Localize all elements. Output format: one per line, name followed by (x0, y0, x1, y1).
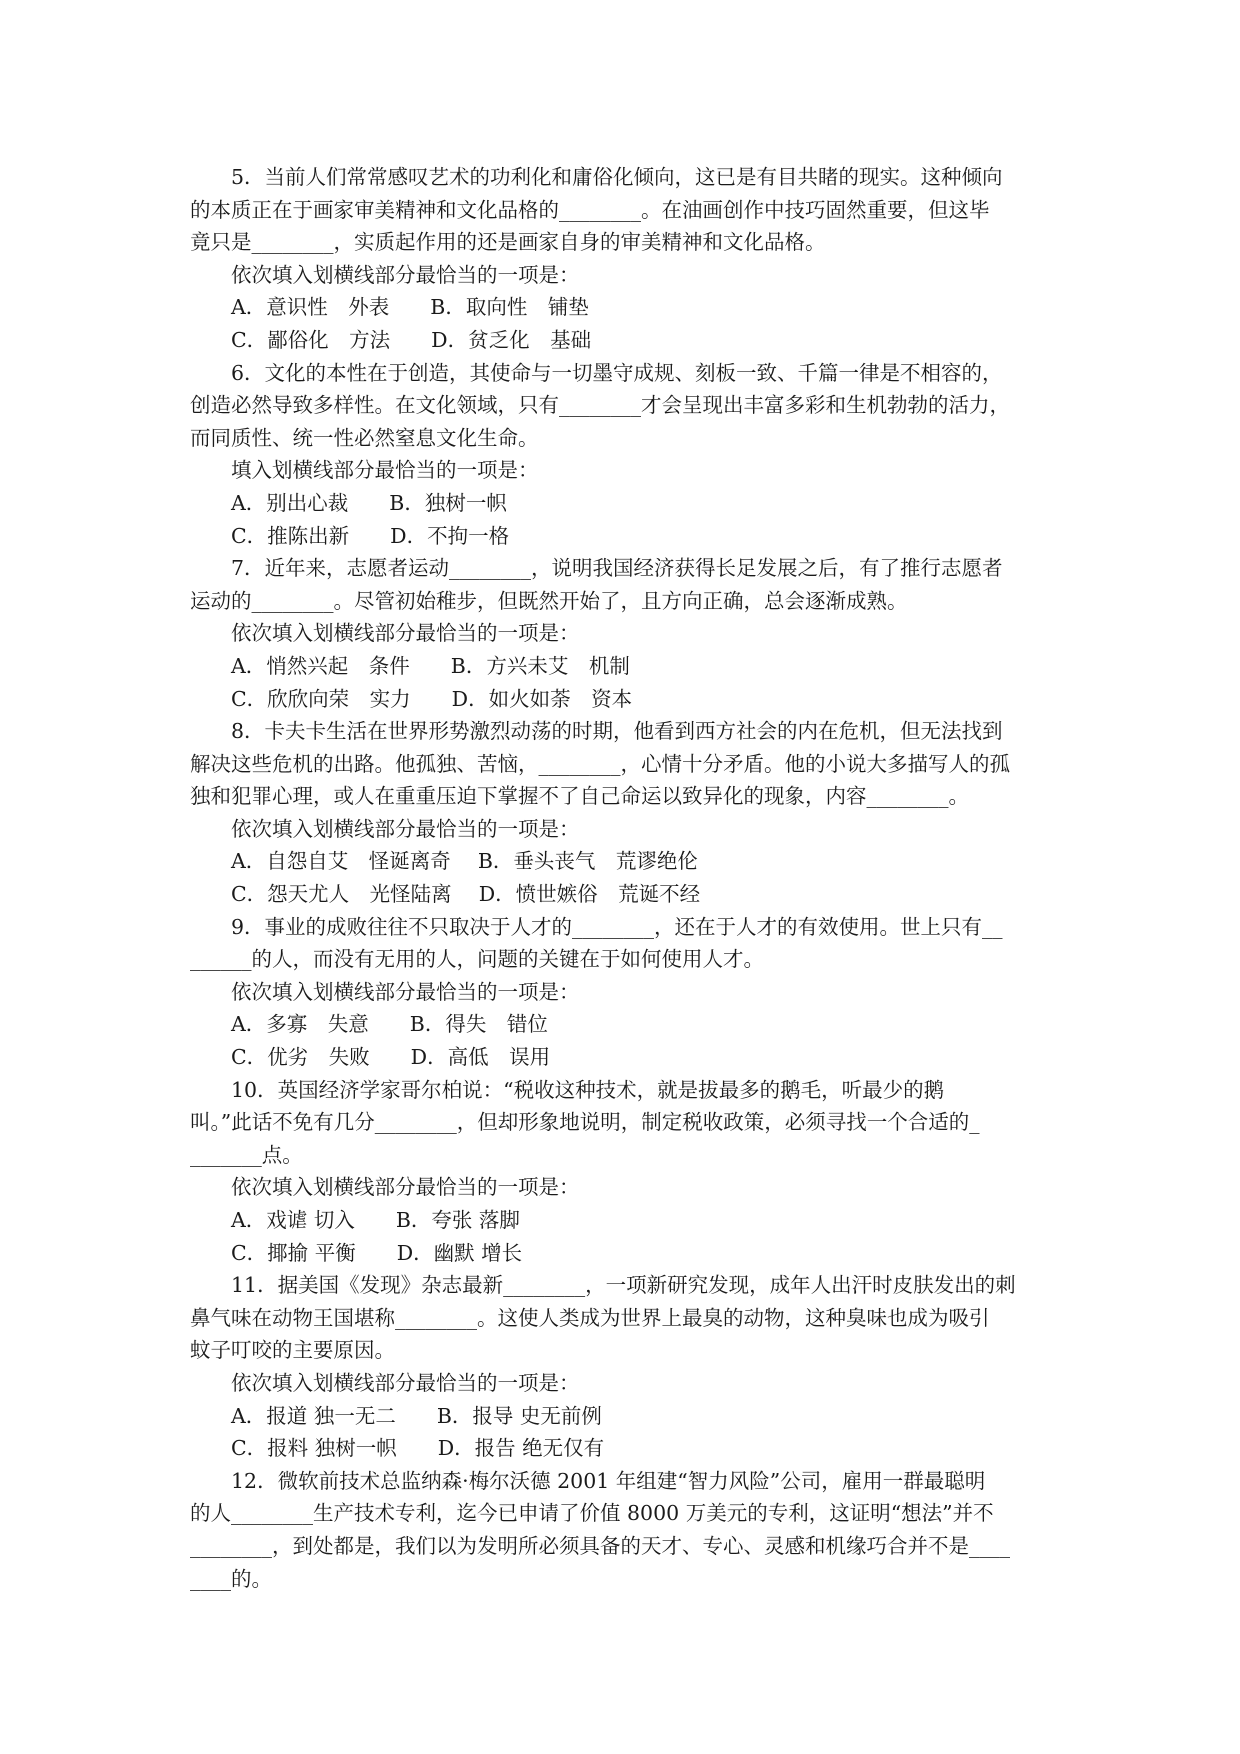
text-line: _______点。 (190, 1142, 303, 1167)
text-line: 11．据美国《发现》杂志最新________，一项新研究发现，成年人出汗时皮肤发出的刺 (231, 1273, 1016, 1298)
text-line: 鼻气味在动物王国堪称________。这使人类成为世界上最臭的动物，这种臭味也成为吸引 (190, 1305, 990, 1330)
text-line: 依次填入划横线部分最恰当的一项是： (231, 816, 580, 841)
text-line: 6．文化的本性在于创造，其使命与一切墨守成规、刻板一致、千篇一律是不相容的， (231, 360, 1003, 385)
text-line: 5．当前人们常常感叹艺术的功利化和庸俗化倾向，这已是有目共睹的现实。这种倾向 (231, 165, 1003, 189)
text-line: 依次填入划横线部分最恰当的一项是： (231, 979, 580, 1004)
text-line: 蚊子叮咬的主要原因。 (190, 1338, 395, 1363)
text-line: A．报道 独一无二 B．报导 史无前例 (231, 1403, 602, 1428)
text-line: C．揶揄 平衡 D．幽默 增长 (231, 1240, 523, 1265)
text-line: 8．卡夫卡生活在世界形势激烈动荡的时期，他看到西方社会的内在危机，但无法找到 (231, 719, 1003, 744)
text-line: 竟只是________，实质起作用的还是画家自身的审美精神和文化品格。 (190, 230, 826, 255)
text-line: 的人________生产技术专利，迄今已申请了价值 8000 万美元的专利，这证明“想法”并不 (190, 1501, 994, 1526)
text-line: C．欣欣向荣 实力 D．如火如荼 资本 (231, 686, 633, 711)
text-line: 创造必然导致多样性。在文化领域，只有________才会呈现出丰富多彩和生机勃勃的活力， (190, 393, 1010, 418)
text-line: C．优劣 失败 D．高低 误用 (231, 1045, 551, 1070)
text-line: A．多寡 失意 B．得失 错位 (231, 1012, 548, 1037)
text-line: 运动的________。尽管初始稚步，但既然开始了，且方向正确，总会逐渐成熟。 (190, 588, 908, 613)
text-line: 的本质正在于画家审美精神和文化品格的________。在油画创作中技巧固然重要，但这毕 (190, 197, 990, 222)
text-line: A．自怨自艾 怪诞离奇 B．垂头丧气 荒谬绝伦 (231, 849, 698, 874)
text-line: 依次填入划横线部分最恰当的一项是： (231, 1175, 580, 1200)
text-line: 9．事业的成败往往不只取决于人才的________，还在于人才的有效使用。世上只有__ (231, 914, 1003, 939)
text-line: 填入划横线部分最恰当的一项是： (231, 458, 539, 483)
text-line: ______的人，而没有无用的人，问题的关键在于如何使用人才。 (190, 947, 764, 972)
text-line: 依次填入划横线部分最恰当的一项是： (231, 1370, 580, 1395)
text-line: 7．近年来，志愿者运动________，说明我国经济获得长足发展之后，有了推行志愿者 (231, 556, 1003, 581)
text-line: 10．英国经济学家哥尔柏说：“税收这种技术，就是拔最多的鹅毛，听最少的鹅 (231, 1077, 945, 1102)
text-line: ____的。 (190, 1566, 272, 1591)
text-line: A．别出心裁 B．独树一帜 (231, 490, 507, 515)
text-line: C．报料 独树一帜 D．报告 绝无仅有 (231, 1436, 605, 1461)
text-line: 依次填入划横线部分最恰当的一项是： (231, 262, 580, 287)
text-line: A．意识性 外表 B．取向性 铺垫 (231, 295, 589, 320)
text-line: 12．微软前技术总监纳森·梅尔沃德 2001 年组建“智力风险”公司，雇用一群最聪明 (231, 1468, 986, 1493)
text-line: C．怨天尤人 光怪陆离 D．愤世嫉俗 荒诞不经 (231, 882, 701, 907)
text-line: ________，到处都是，我们以为发明所必须具备的天才、专心、灵感和机缘巧合并不是____ (190, 1533, 1010, 1558)
text-line: 独和犯罪心理，或人在重重压迫下掌握不了自己命运以致异化的现象，内容________。 (190, 784, 969, 809)
text-line: 叫。”此话不免有几分________，但却形象地说明，制定税收政策，必须寻找一个合适的_ (190, 1110, 980, 1135)
text-line: C．鄙俗化 方法 D．贫乏化 基础 (231, 327, 592, 352)
text-line: A．戏谑 切入 B．夸张 落脚 (231, 1208, 520, 1232)
text-line: 而同质性、统一性必然窒息文化生命。 (190, 425, 539, 450)
document-page (190, 161, 1057, 1595)
text-line: 依次填入划横线部分最恰当的一项是： (231, 621, 580, 646)
text-line: A．悄然兴起 条件 B．方兴未艾 机制 (231, 653, 630, 678)
text-line: C．推陈出新 D．不拘一格 (231, 523, 510, 548)
text-line: 解决这些危机的出路。他孤独、苦恼，________，心情十分矛盾。他的小说大多描写人的孤 (190, 751, 1010, 776)
